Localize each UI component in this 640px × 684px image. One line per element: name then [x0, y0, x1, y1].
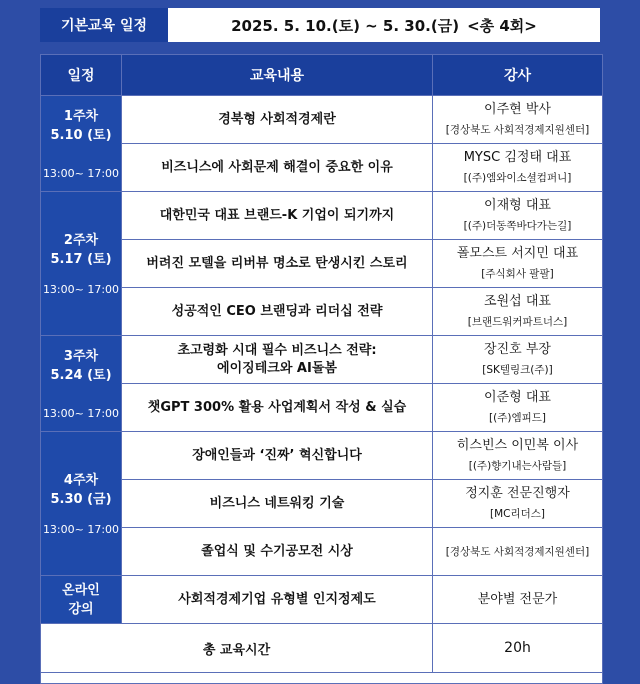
table-row	[41, 192, 603, 240]
week-label: 1주차	[63, 109, 99, 124]
instructor-cell	[433, 144, 603, 192]
header-label: 기본교육 일정	[40, 8, 168, 42]
online-label-2: 강의	[68, 601, 94, 617]
total-value: 20h	[433, 624, 603, 673]
table-row	[41, 288, 603, 336]
instructor-cell	[433, 528, 603, 576]
instructor-cell	[433, 384, 603, 432]
bottom-spacer	[41, 673, 603, 684]
instructor-org: [주식회사 팔팔]	[481, 267, 554, 280]
instructor-org: [(주)향기내는사람들]	[468, 459, 567, 472]
header-dates	[168, 8, 600, 42]
week-time: 13:00~ 17:00	[42, 167, 120, 180]
total-row	[41, 624, 603, 673]
week-2-cell	[41, 192, 122, 336]
course-title-line-1: 초고령화 시대 필수 비즈니스 전략:	[177, 342, 377, 358]
course-title: 대한민국 대표 브랜드-K 기업이 되기까지	[122, 192, 433, 240]
instructor-org: [(주)엠피드]	[489, 411, 546, 424]
instructor-name: 이준형 대표	[484, 389, 551, 405]
week-date: 5.24 (토)	[50, 368, 112, 383]
week-3-cell	[41, 336, 122, 432]
instructor-cell	[433, 192, 603, 240]
course-title: 챗GPT 300% 활용 사업계획서 작성 & 실습	[122, 384, 433, 432]
total-label: 총 교육시간	[41, 624, 433, 673]
table-row	[41, 144, 603, 192]
instructor-org: [경상북도 사회적경제지원센터]	[445, 545, 590, 558]
column-header-schedule: 일정	[41, 55, 122, 96]
instructor-org: [SK텔링크(주)]	[482, 363, 553, 376]
table-row	[41, 240, 603, 288]
course-title: 성공적인 CEO 브랜딩과 리더십 전략	[122, 288, 433, 336]
online-label-1: 온라인	[62, 582, 100, 598]
course-title: 사회적경제기업 유형별 인지정제도	[122, 576, 433, 624]
course-title	[122, 336, 433, 384]
course-title: 장애인들과 ‘진짜’ 혁신합니다	[122, 432, 433, 480]
week-4-cell	[41, 432, 122, 576]
instructor-org: [(주)더동쪽바다가는길]	[463, 219, 572, 232]
bottom-fill	[41, 673, 603, 684]
instructor-name: MYSC 김정태 대표	[463, 149, 572, 165]
week-1-cell	[41, 96, 122, 192]
instructor-org: [MC리더스]	[489, 507, 545, 520]
instructor-cell	[433, 288, 603, 336]
instructor-cell	[433, 576, 603, 624]
column-header-instructor: 강사	[433, 55, 603, 96]
instructor-name: 히스빈스 이민복 이사	[456, 437, 579, 453]
instructor-cell	[433, 432, 603, 480]
course-title-line-2: 에이징테크와 AI돌봄	[217, 360, 337, 376]
week-date: 5.17 (토)	[50, 252, 112, 267]
online-cell	[41, 576, 122, 624]
instructor-org: [(주)엠와이소셜컴퍼니]	[463, 171, 572, 184]
table-row	[41, 384, 603, 432]
table-row	[41, 96, 603, 144]
table-row	[41, 480, 603, 528]
course-title: 비즈니스에 사회문제 해결이 중요한 이유	[122, 144, 433, 192]
instructor-name: 정지훈 전문진행자	[465, 485, 570, 501]
week-label: 3주차	[63, 349, 99, 364]
schedule-header	[40, 8, 600, 42]
table-row	[41, 432, 603, 480]
date-range: 2025. 5. 10.(토) ~ 5. 30.(금)	[231, 16, 460, 35]
instructor-cell	[433, 336, 603, 384]
session-count: <총 4회>	[467, 16, 537, 35]
table-row	[41, 336, 603, 384]
course-title: 경북형 사회적경제란	[122, 96, 433, 144]
table-header-row	[41, 55, 603, 96]
instructor-name: 이주현 박사	[484, 101, 551, 117]
instructor-cell	[433, 480, 603, 528]
instructor-name: 장진호 부장	[484, 341, 551, 357]
table-row	[41, 528, 603, 576]
instructor-org: [경상북도 사회적경제지원센터]	[445, 123, 590, 136]
instructor-name: 폴모스트 서지민 대표	[456, 245, 579, 261]
week-time: 13:00~ 17:00	[42, 283, 120, 296]
instructor-cell	[433, 96, 603, 144]
instructor-name: 분야별 전문가	[477, 591, 558, 607]
week-label: 4주차	[63, 473, 99, 488]
week-label: 2주차	[63, 233, 99, 248]
week-time: 13:00~ 17:00	[42, 523, 120, 536]
course-title: 졸업식 및 수기공모전 시상	[122, 528, 433, 576]
instructor-name: 이재형 대표	[484, 197, 551, 213]
week-date: 5.10 (토)	[50, 128, 112, 143]
week-time: 13:00~ 17:00	[42, 407, 120, 420]
instructor-org: [브랜드워커파트너스]	[467, 315, 568, 328]
instructor-name: 조원섭 대표	[484, 293, 551, 309]
course-title: 비즈니스 네트워킹 기술	[122, 480, 433, 528]
instructor-cell	[433, 240, 603, 288]
online-row	[41, 576, 603, 624]
course-title: 버려진 모텔을 리버뷰 명소로 탄생시킨 스토리	[122, 240, 433, 288]
week-date: 5.30 (금)	[50, 492, 112, 507]
column-header-content: 교육내용	[122, 55, 433, 96]
schedule-table	[40, 54, 603, 684]
